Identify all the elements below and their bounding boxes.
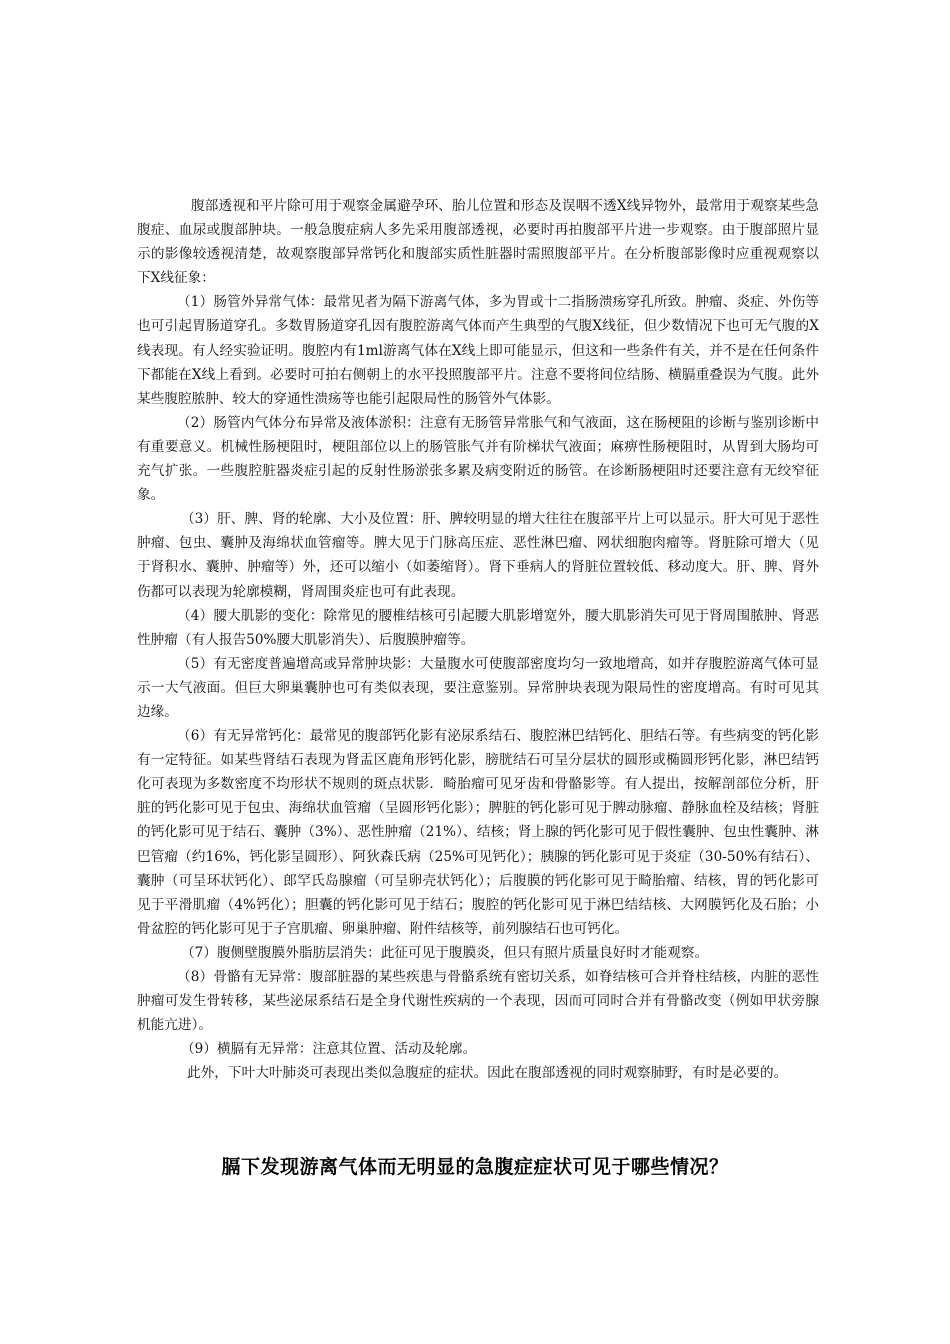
item-2-paragraph: （2）肠管内气体分布异常及液体淤积：注意有无肠管异常胀气和气液面，这在肠梗阻的诊断与鉴别诊断中有重要意义。机械性肠梗阻时，梗阻部位以上的肠管胀气并有阶梯状气液面；麻痹性肠梗阻时，从胃到大肠均可充气扩张。一些腹腔脏器炎症引起的反射性肠淤张多累及病变附近的肠管。在诊断肠梗阻时还要注意有无绞窄征象。 bbox=[137, 414, 819, 504]
article-body bbox=[137, 194, 819, 1085]
intro-paragraph: 腹部透视和平片除可用于观察金属避孕环、胎儿位置和形态及误咽不透X线异物外，最常用于观察某些急腹症、血尿或腹部肿块。一般急腹症病人多先采用腹部透视，必要时再拍腹部平片进一步观察。由于腹部照片显示的影像较透视清楚，故观察腹部异常钙化和腹部实质性脏器时需照腹部平片。在分析腹部影像时应重视观察以下X线征象： bbox=[137, 198, 819, 287]
section-heading: 膈下发现游离气体而无明显的急腹症症状可见于哪些情况？ bbox=[221, 1156, 729, 1178]
item-9-paragraph: （9）横膈有无异常：注意其位置、活动及轮廓。 bbox=[181, 1041, 477, 1058]
item-4-paragraph: （4）腰大肌影的变化：除常见的腰椎结核可引起腰大肌影增宽外，腰大肌影消失可见于肾周围脓肿、肾恶性肿瘤（有人报告50%腰大肌影消失）、后腹膜肿瘤等。 bbox=[137, 607, 819, 648]
item-5-paragraph: （5）有无密度普遍增高或异常肿块影：大量腹水可使腹部密度均匀一致地增高，如并存腹腔游离气体可显示一大气液面。但巨大卵巢囊肿也可有类似表现，要注意鉴别。异常肿块表现为限局性的密度增高。有时可见其边缘。 bbox=[137, 655, 819, 720]
closing-paragraph: 此外，下叶大叶肺炎可表现出类似急腹症的症状。因此在腹部透视的同时观察肺野，有时是必要的。 bbox=[187, 1065, 788, 1082]
item-3-paragraph: （3）肝、脾、肾的轮廓、大小及位置：肝、脾较明显的增大往往在腹部平片上可以显示。肝大可见于恶性肿瘤、包虫、囊肿及海绵状血管瘤等。脾大见于门脉高压症、恶性淋巴瘤、网状细胞肉瘤等。肾脏除可增大（见于肾积水、囊肿、肿瘤等）外，还可以缩小（如萎缩肾）。肾下垂病人的肾脏位置较低、移动度大。肝、脾、肾外伤都可以表现为轮廓模糊，肾周围炎症也可有此表现。 bbox=[137, 511, 819, 600]
item-6-paragraph: （6）有无异常钙化：最常见的腹部钙化影有泌尿系结石、腹腔淋巴结钙化、胆结石等。有些病变的钙化影有一定特征。如某些肾结石表现为肾盂区鹿角形钙化影，膀胱结石可呈分层状的圆形或椭圆形钙化影，淋巴结钙化可表现为多数密度不均形状不规则的斑点状影．畸胎瘤可见牙齿和骨骼影等。有人提出，按解剖部位分析，肝脏的钙化影可见于包虫、海绵状血管瘤（呈圆形钙化影）；脾脏的钙化影可见于脾动脉瘤、静脉血栓及结核；肾脏的钙化影可见于结石、囊肿（3%）、恶性肿瘤（21%）、结核；肾上腺的钙化影可见于假性囊肿、包虫性囊肿、淋巴管瘤（约16%，钙化影呈圆形）、阿狄森氏病（25%可见钙化）；胰腺的钙化影可见于炎症（30-50%有结石）、囊肿（可呈环状钙化）、郎罕氏岛腺瘤（可呈卵壳状钙化）；后腹膜的钙化影可见于畸胎瘤、结核，胃的钙化影可见于平滑肌瘤（4%钙化）；胆囊的钙化影可见于结石；腹腔的钙化影可见于淋巴结结核、大网膜钙化及石胎；小骨盆腔的钙化影可见于子宫肌瘤、卵巢肿瘤、附件结核等，前列腺结石也可钙化。 bbox=[137, 728, 819, 937]
item-1-paragraph: （1）肠管外异常气体：最常见者为隔下游离气体，多为胃或十二指肠溃疡穿孔所致。肿瘤、炎症、外伤等也可引起胃肠道穿孔。多数胃肠道穿孔因有腹腔游离气体而产生典型的气腹X线征，但少数情况下也可无气腹的X线表现。有人经实验证明。腹腔内有1ml游离气体在X线上即可能显示，但这和一些条件有关，并不是在任何条件下都能在X线上看到。必要时可拍右侧朝上的水平投照腹部平片。注意不要将间位结肠、横膈重叠误为气腹。此外某些腹腔脓肿、较大的穿通性溃疡等也能引起限局性的肠管外气体影。 bbox=[137, 294, 819, 407]
item-7-paragraph: （7）腹侧壁腹膜外脂肪层消失：此征可见于腹膜炎，但只有照片质量良好时才能观察。 bbox=[181, 944, 709, 961]
item-8-paragraph: （8）骨骼有无异常：腹部脏器的某些疾患与骨骼系统有密切关系，如脊结核可合并脊柱结核，内脏的恶性肿瘤可发生骨转移，某些泌尿系结石是全身代谢性疾病的一个表现，因而可同时合并有骨骼改变（例如甲状旁腺机能亢进）。 bbox=[137, 969, 819, 1034]
